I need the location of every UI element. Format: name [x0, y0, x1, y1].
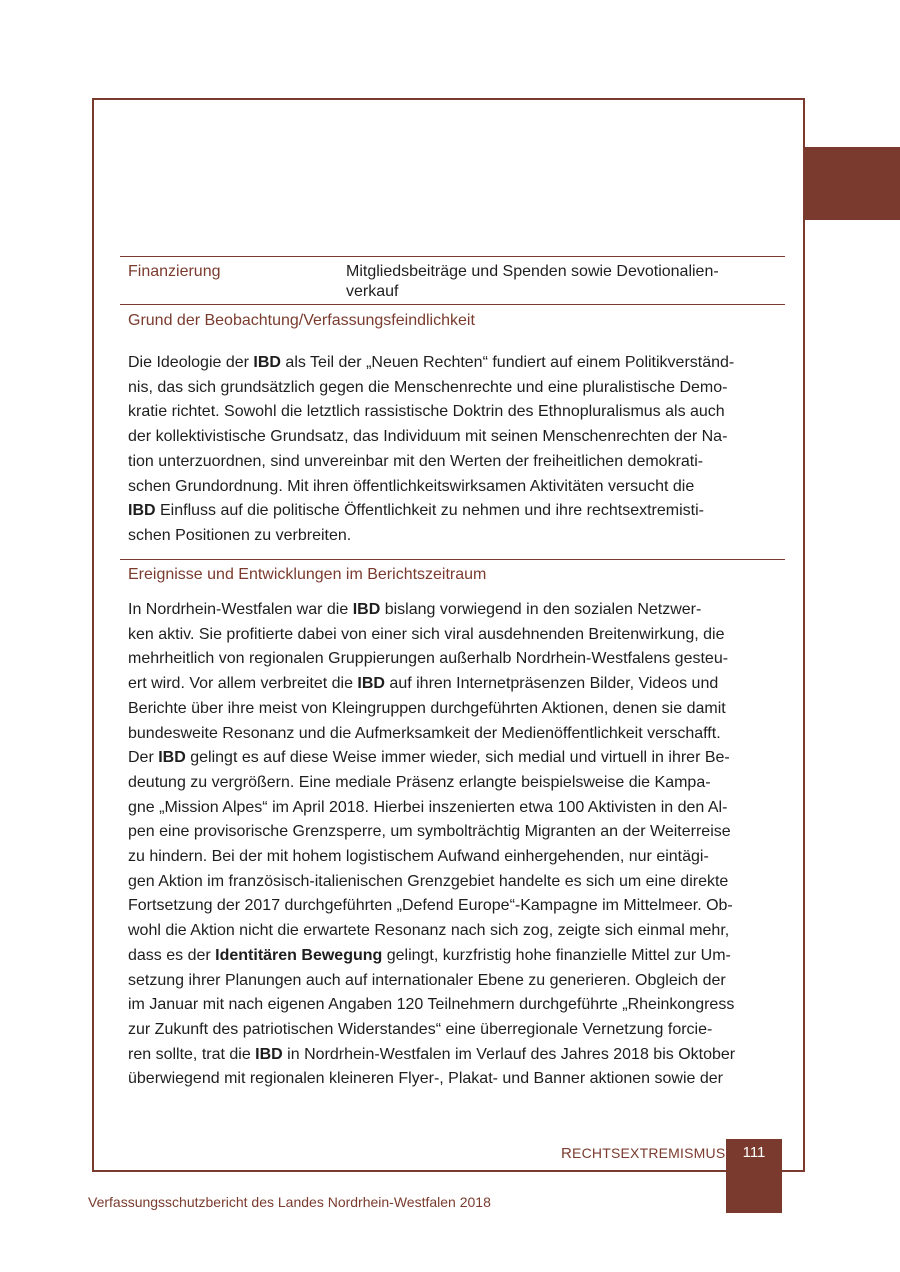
text-run: mehrheitlich von regionalen Gruppierungen außerhalb Nordrhein-Westfalens gesteu- [128, 650, 729, 668]
body-line [128, 894, 788, 919]
text-run: kratie richtet. Sowohl die letztlich rassistische Doktrin des Ethnopluralismus als auch [128, 403, 725, 421]
body-line [128, 746, 788, 771]
footer-section-rest: ECHTSEXTREMISMUS [572, 1145, 726, 1161]
text-run: schen Grundordnung. Mit ihren öffentlichkeitswirksamen Aktivitäten versucht die [128, 477, 695, 495]
text-run: gen Aktion im französisch-italienischen Grenzgebiet handelte es sich um eine direkte [128, 872, 729, 890]
emphasis-term: Identitären Bewegung [215, 946, 383, 964]
text-run: auf ihren Internetpräsenzen Bilder, Videos und [384, 675, 719, 693]
body-line [128, 870, 788, 895]
text-run: Fortsetzung der 2017 durchgeführten „Defend Europe“-Kampagne im Mittelmeer. Ob- [128, 897, 733, 915]
body-line [128, 697, 788, 722]
emphasis-term: IBD [357, 675, 385, 693]
footer-section-initial: R [561, 1145, 573, 1162]
text-run: Der [128, 749, 159, 767]
body-line [128, 425, 788, 450]
text-run: setzung ihrer Planungen auch auf internationaler Ebene zu generieren. Obgleich der [128, 971, 726, 989]
text-run: ren sollte, trat die [128, 1045, 256, 1063]
body-line [128, 722, 788, 747]
text-run: ert wird. Vor allem verbreitet die [128, 675, 358, 693]
text-run: überwiegend mit regionalen kleineren Flyer-, Plakat- und Banner aktionen sowie der [128, 1070, 723, 1088]
body-line [128, 1043, 788, 1068]
text-run: gelingt es auf diese Weise immer wieder, sich medial und virtuell in ihrer Be- [185, 749, 730, 767]
body-line [128, 1067, 788, 1092]
body-line [128, 969, 788, 994]
text-run: deutung zu vergrößern. Eine mediale Präsenz erlangte beispielsweise die Kampa- [128, 773, 711, 791]
section-heading-events: Ereignisse und Entwicklungen im Berichtszeitraum [128, 566, 487, 583]
body-line [128, 845, 788, 870]
text-run: gelingt, kurzfristig hohe finanzielle Mittel zur Um- [382, 946, 731, 964]
chapter-tab-marker [805, 147, 900, 220]
body-line [128, 647, 788, 672]
body-line [128, 820, 788, 845]
text-run: im Januar mit nach eigenen Angaben 120 Teilnehmern durchgeführte „Rheinkongress [128, 996, 735, 1014]
text-run: tion unterzuordnen, sind unvereinbar mit den Werten der freiheitlichen demokrati- [128, 452, 704, 470]
text-run: wohl die Aktion nicht die erwartete Resonanz nach sich zog, zeigte sich einmal mehr, [128, 922, 730, 940]
text-run: Berichte über ihre meist von Kleingruppen durchgeführten Aktionen, denen sie damit [128, 699, 726, 717]
body-line [128, 919, 788, 944]
text-run: der kollektivistische Grundsatz, das Individuum mit seinen Menschenrechten der Na- [128, 428, 728, 446]
emphasis-term: IBD [352, 601, 381, 618]
info-label: Finanzierung [128, 263, 221, 280]
body-line [128, 499, 788, 524]
text-run: bislang vorwiegend in den sozialen Netzwer- [380, 601, 702, 618]
text-run: nis, das sich grundsätzlich gegen die Menschenrechte und eine pluralistische Demo- [128, 378, 728, 396]
text-run: in Nordrhein-Westfalen im Verlauf des Jahres 2018 bis Oktober [282, 1045, 736, 1063]
info-value: Mitgliedsbeiträge und Spenden sowie Devotionalien-verkauf [346, 263, 719, 300]
text-run: gne „Mission Alpes“ im April 2018. Hierbei inszenierten etwa 100 Aktivisten in den Al- [128, 798, 728, 816]
body-line [128, 400, 788, 425]
text-run: In Nordrhein-Westfalen war die [128, 601, 353, 618]
emphasis-term: IBD [128, 502, 156, 520]
body-line [128, 376, 788, 401]
text-run: Die Ideologie der [128, 354, 254, 371]
publication-title: Verfassungsschutzbericht des Landes Nordrhein-Westfalen 2018 [88, 1194, 491, 1210]
section-divider [120, 559, 785, 560]
emphasis-term: IBD [158, 749, 186, 767]
info-row-financing [120, 256, 785, 305]
text-run: pen eine provisorische Grenzsperre, um symbolträchtig Migranten an der Weiterreise [128, 823, 731, 841]
body-line [128, 475, 788, 500]
body-line [128, 771, 788, 796]
body-line [128, 1018, 788, 1043]
text-run: ken aktiv. Sie profitierte dabei von einer sich viral ausdehnenden Breitenwirkung, die [128, 625, 725, 643]
text-run: dass es der [128, 946, 216, 964]
emphasis-term: IBD [253, 354, 281, 371]
text-run: Einfluss auf die politische Öffentlichkeit zu nehmen und ihre rechtsextremisti- [155, 502, 704, 520]
footer-section-title [561, 1145, 725, 1162]
section-heading-grounds: Grund der Beobachtung/Verfassungsfeindlichkeit [128, 312, 475, 329]
text-run: schen Positionen zu verbreiten. [128, 526, 352, 544]
body-line [128, 598, 788, 623]
body-line [128, 623, 788, 648]
page-number: 111 [742, 1144, 766, 1161]
body-line [128, 796, 788, 821]
text-run: als Teil der „Neuen Rechten“ fundiert auf einem Politikverständ- [280, 354, 735, 371]
text-run: zur Zukunft des patriotischen Widerstandes“ eine überregionale Vernetzung forcie- [128, 1020, 713, 1038]
body-line [128, 944, 788, 969]
body-line [128, 450, 788, 475]
emphasis-term: IBD [255, 1045, 283, 1063]
body-line [128, 993, 788, 1018]
body-line [128, 524, 788, 549]
body-line [128, 672, 788, 697]
text-run: bundesweite Resonanz und die Aufmerksamkeit der Medienöffentlichkeit verschafft. [128, 724, 721, 742]
body-line [128, 351, 788, 376]
text-run: zu hindern. Bei der mit hohem logistischem Aufwand einhergehenden, nur eintägi- [128, 848, 709, 865]
